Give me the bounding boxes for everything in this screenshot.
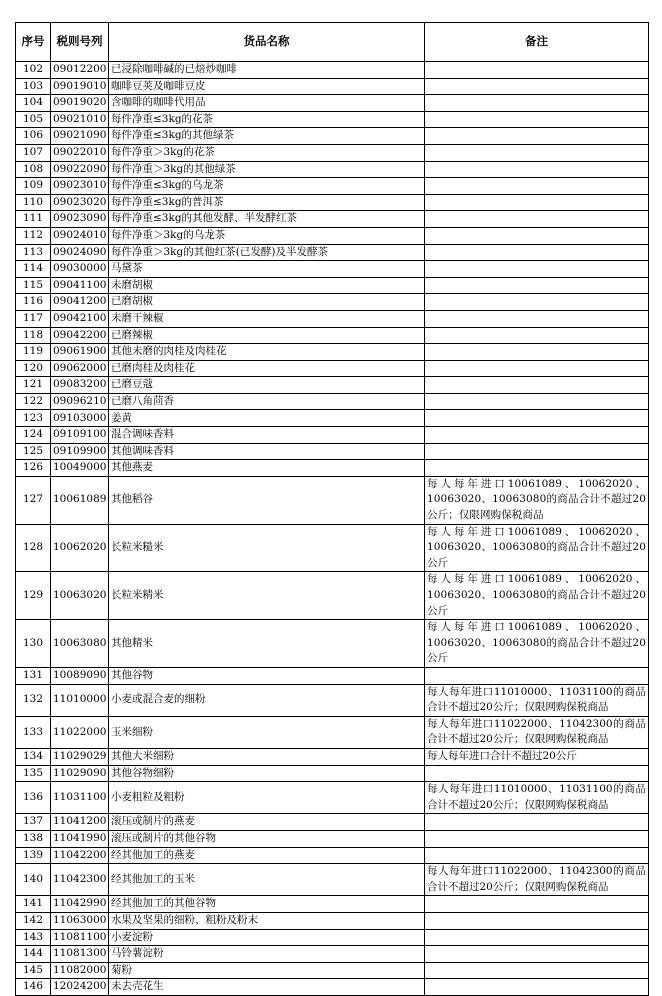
table-row: [16, 244, 649, 261]
goods-name-cell: 小麦或混合麦的细粉: [109, 684, 425, 716]
table-row: [16, 962, 649, 979]
seq-cell: 110: [16, 194, 51, 211]
goods-name-cell: 已浸除咖啡碱的已焙炒咖啡: [109, 62, 425, 79]
tariff-code-cell: 11042200: [51, 847, 109, 864]
table-row: [16, 344, 649, 361]
goods-name-cell: 滚压或制片的燕麦: [109, 814, 425, 831]
table-row: [16, 620, 649, 668]
remarks-cell: [425, 962, 649, 979]
tariff-code-cell: 11010000: [51, 684, 109, 716]
table-row: [16, 929, 649, 946]
table-row: [16, 814, 649, 831]
remarks-cell: 每人每年进口11022000、11042300的商品合计不超过20公斤；仅限网购保税商品: [425, 716, 649, 748]
goods-name-cell: 每件净重≤3kg的乌龙茶: [109, 178, 425, 195]
remarks-cell: [425, 194, 649, 211]
remarks-cell: 每人每年进口11010000、11031100的商品合计不超过20公斤；仅限网购保税商品: [425, 782, 649, 814]
goods-name-cell: 马黛茶: [109, 261, 425, 278]
tariff-code-cell: 11063000: [51, 912, 109, 929]
goods-name-cell: 未磨干辣椒: [109, 310, 425, 327]
remarks-cell: 每人每年进口10061089、10062020、10063020、10063080的商品合计不超过20公斤；仅限网购保税商品: [425, 476, 649, 524]
tariff-code-cell: 09021090: [51, 128, 109, 145]
tariff-code-cell: 09062000: [51, 360, 109, 377]
remarks-cell: [425, 460, 649, 477]
seq-cell: 107: [16, 144, 51, 161]
seq-cell: 128: [16, 524, 51, 572]
table-row: [16, 128, 649, 145]
table-row: [16, 178, 649, 195]
tariff-code-cell: 09024090: [51, 244, 109, 261]
tariff-code-cell: 11082000: [51, 962, 109, 979]
remarks-cell: [425, 211, 649, 228]
seq-cell: 143: [16, 929, 51, 946]
tariff-code-cell: 10089090: [51, 668, 109, 685]
tariff-code-cell: 09103000: [51, 410, 109, 427]
tariff-code-cell: 11081300: [51, 946, 109, 963]
remarks-cell: [425, 128, 649, 145]
remarks-cell: [425, 327, 649, 344]
goods-name-cell: 其他燕麦: [109, 460, 425, 477]
seq-cell: 130: [16, 620, 51, 668]
seq-cell: 114: [16, 261, 51, 278]
goods-name-cell: 其他调味香料: [109, 443, 425, 460]
remarks-cell: [425, 896, 649, 913]
goods-name-cell: 每件净重≤3kg的花茶: [109, 111, 425, 128]
goods-name-cell: 每件净重＞3kg的花茶: [109, 144, 425, 161]
tariff-code-cell: 09022090: [51, 161, 109, 178]
remarks-cell: [425, 847, 649, 864]
goods-name-cell: 其他大米细粉: [109, 749, 425, 766]
goods-name-cell: 经其他加工的玉米: [109, 864, 425, 896]
remarks-cell: [425, 427, 649, 444]
table-row: [16, 749, 649, 766]
seq-cell: 103: [16, 78, 51, 95]
tariff-code-cell: 11042300: [51, 864, 109, 896]
goods-name-cell: 每件净重＞3kg的其他红茶(已发酵)及半发酵茶: [109, 244, 425, 261]
table-row: [16, 476, 649, 524]
table-row: [16, 327, 649, 344]
remarks-cell: [425, 161, 649, 178]
remarks-cell: 每人每年进口10061089、10062020、10063020、10063080的商品合计不超过20公斤: [425, 572, 649, 620]
table-row: [16, 111, 649, 128]
goods-name-cell: 其他谷物细粉: [109, 765, 425, 782]
seq-cell: 129: [16, 572, 51, 620]
goods-name-cell: 已磨胡椒: [109, 294, 425, 311]
remarks-cell: [425, 178, 649, 195]
goods-table: [15, 22, 649, 996]
tariff-code-cell: 09042100: [51, 310, 109, 327]
seq-cell: 104: [16, 95, 51, 112]
remarks-cell: 每人每年进口11010000、11031100的商品合计不超过20公斤；仅限网购保税商品: [425, 684, 649, 716]
table-row: [16, 410, 649, 427]
goods-name-cell: 小麦粗粒及粗粉: [109, 782, 425, 814]
tariff-code-cell: 10062020: [51, 524, 109, 572]
seq-cell: 126: [16, 460, 51, 477]
table-row: [16, 78, 649, 95]
tariff-code-cell: 09061900: [51, 344, 109, 361]
goods-name-cell: 每件净重＞3kg的乌龙茶: [109, 227, 425, 244]
tariff-code-cell: 09096210: [51, 393, 109, 410]
goods-name-cell: 其他未磨的肉桂及肉桂花: [109, 344, 425, 361]
seq-cell: 142: [16, 912, 51, 929]
goods-name-cell: 每件净重≤3kg的其他绿茶: [109, 128, 425, 145]
seq-cell: 136: [16, 782, 51, 814]
seq-cell: 135: [16, 765, 51, 782]
seq-cell: 145: [16, 962, 51, 979]
remarks-cell: 每人每年进口10061089、10062020、10063020、10063080的商品合计不超过20公斤: [425, 524, 649, 572]
tariff-code-cell: 11029090: [51, 765, 109, 782]
table-row: [16, 864, 649, 896]
remarks-cell: [425, 144, 649, 161]
tariff-code-cell: 10049000: [51, 460, 109, 477]
remarks-cell: [425, 111, 649, 128]
remarks-cell: [425, 227, 649, 244]
table-row: [16, 912, 649, 929]
tariff-code-cell: 11081100: [51, 929, 109, 946]
seq-cell: 118: [16, 327, 51, 344]
header-seq: 序号: [16, 23, 51, 62]
table-row: [16, 979, 649, 996]
goods-name-cell: 其他稻谷: [109, 476, 425, 524]
table-row: [16, 896, 649, 913]
tariff-code-cell: 11031100: [51, 782, 109, 814]
tariff-code-cell: 09030000: [51, 261, 109, 278]
goods-name-cell: 未去壳花生: [109, 979, 425, 996]
remarks-cell: [425, 393, 649, 410]
seq-cell: 137: [16, 814, 51, 831]
goods-name-cell: 其他精米: [109, 620, 425, 668]
goods-name-cell: 菊粉: [109, 962, 425, 979]
tariff-code-cell: 09041200: [51, 294, 109, 311]
seq-cell: 116: [16, 294, 51, 311]
table-row: [16, 294, 649, 311]
remarks-cell: [425, 979, 649, 996]
tariff-code-cell: 09023020: [51, 194, 109, 211]
goods-name-cell: 水果及坚果的细粉、粗粉及粉末: [109, 912, 425, 929]
tariff-code-cell: 09023010: [51, 178, 109, 195]
remarks-cell: [425, 765, 649, 782]
tariff-code-cell: 09024010: [51, 227, 109, 244]
remarks-cell: [425, 62, 649, 79]
remarks-cell: 每人每年进口11022000、11042300的商品合计不超过20公斤；仅限网购保税商品: [425, 864, 649, 896]
remarks-cell: [425, 344, 649, 361]
remarks-cell: [425, 443, 649, 460]
seq-cell: 109: [16, 178, 51, 195]
table-row: [16, 782, 649, 814]
remarks-cell: 每人每年进口合计不超过20公斤: [425, 749, 649, 766]
tariff-code-cell: 09109900: [51, 443, 109, 460]
seq-cell: 121: [16, 377, 51, 394]
table-row: [16, 211, 649, 228]
tariff-code-cell: 09083200: [51, 377, 109, 394]
table-row: [16, 310, 649, 327]
goods-name-cell: 已磨肉桂及肉桂花: [109, 360, 425, 377]
table-row: [16, 443, 649, 460]
remarks-cell: [425, 310, 649, 327]
table-row: [16, 227, 649, 244]
goods-name-cell: 滚压或制片的其他谷物: [109, 830, 425, 847]
goods-name-cell: 已磨八角茴香: [109, 393, 425, 410]
goods-name-cell: 已磨豆蔻: [109, 377, 425, 394]
remarks-cell: [425, 377, 649, 394]
seq-cell: 132: [16, 684, 51, 716]
goods-name-cell: 小麦淀粉: [109, 929, 425, 946]
seq-cell: 140: [16, 864, 51, 896]
remarks-cell: [425, 830, 649, 847]
seq-cell: 115: [16, 277, 51, 294]
goods-name-cell: 每件净重＞3kg的其他绿茶: [109, 161, 425, 178]
seq-cell: 127: [16, 476, 51, 524]
seq-cell: 123: [16, 410, 51, 427]
goods-name-cell: 已磨辣椒: [109, 327, 425, 344]
goods-name-cell: 长粒米精米: [109, 572, 425, 620]
table-row: [16, 194, 649, 211]
table-row: [16, 460, 649, 477]
seq-cell: 106: [16, 128, 51, 145]
table-row: [16, 95, 649, 112]
tariff-code-cell: 09021010: [51, 111, 109, 128]
tariff-code-cell: 10063020: [51, 572, 109, 620]
tariff-code-cell: 10063080: [51, 620, 109, 668]
goods-name-cell: 经其他加工的其他谷物: [109, 896, 425, 913]
goods-name-cell: 马铃薯淀粉: [109, 946, 425, 963]
tariff-code-cell: 10061089: [51, 476, 109, 524]
seq-cell: 133: [16, 716, 51, 748]
seq-cell: 112: [16, 227, 51, 244]
table-row: [16, 946, 649, 963]
table-row: [16, 684, 649, 716]
seq-cell: 120: [16, 360, 51, 377]
remarks-cell: [425, 277, 649, 294]
table-row: [16, 144, 649, 161]
tariff-code-cell: 12024200: [51, 979, 109, 996]
remarks-cell: [425, 95, 649, 112]
table-row: [16, 62, 649, 79]
table-row: [16, 393, 649, 410]
remarks-cell: [425, 78, 649, 95]
table-row: [16, 668, 649, 685]
seq-cell: 117: [16, 310, 51, 327]
remarks-cell: [425, 668, 649, 685]
goods-name-cell: 混合调味香料: [109, 427, 425, 444]
seq-cell: 144: [16, 946, 51, 963]
table-row: [16, 830, 649, 847]
table-row: [16, 847, 649, 864]
remarks-cell: [425, 294, 649, 311]
remarks-cell: [425, 929, 649, 946]
header-row: [16, 23, 649, 62]
goods-name-cell: 每件净重≤3kg的普洱茶: [109, 194, 425, 211]
header-tariff-code: 税则号列: [51, 23, 109, 62]
header-goods-name: 货品名称: [109, 23, 425, 62]
seq-cell: 139: [16, 847, 51, 864]
seq-cell: 141: [16, 896, 51, 913]
goods-name-cell: 咖啡豆荚及咖啡豆皮: [109, 78, 425, 95]
remarks-cell: [425, 244, 649, 261]
remarks-cell: [425, 946, 649, 963]
table-body: [16, 62, 649, 996]
tariff-code-cell: 09041100: [51, 277, 109, 294]
goods-name-cell: 未磨胡椒: [109, 277, 425, 294]
header-remarks: 备注: [425, 23, 649, 62]
goods-name-cell: 每件净重≤3kg的其他发酵、半发酵红茶: [109, 211, 425, 228]
tariff-code-cell: 09012200: [51, 62, 109, 79]
remarks-cell: [425, 410, 649, 427]
seq-cell: 102: [16, 62, 51, 79]
tariff-code-cell: 09019010: [51, 78, 109, 95]
tariff-code-cell: 11042990: [51, 896, 109, 913]
table-row: [16, 427, 649, 444]
goods-name-cell: 含咖啡的咖啡代用品: [109, 95, 425, 112]
seq-cell: 111: [16, 211, 51, 228]
tariff-code-cell: 09023090: [51, 211, 109, 228]
seq-cell: 138: [16, 830, 51, 847]
tariff-code-cell: 11029029: [51, 749, 109, 766]
goods-name-cell: 经其他加工的燕麦: [109, 847, 425, 864]
goods-name-cell: 长粒米糙米: [109, 524, 425, 572]
tariff-code-cell: 09109100: [51, 427, 109, 444]
table-row: [16, 161, 649, 178]
table-row: [16, 716, 649, 748]
remarks-cell: [425, 261, 649, 278]
seq-cell: 105: [16, 111, 51, 128]
tariff-code-cell: 11041990: [51, 830, 109, 847]
table-row: [16, 572, 649, 620]
remarks-cell: [425, 912, 649, 929]
remarks-cell: 每人每年进口10061089、10062020、10063020、10063080的商品合计不超过20公斤: [425, 620, 649, 668]
table-row: [16, 765, 649, 782]
goods-name-cell: 其他谷物: [109, 668, 425, 685]
seq-cell: 131: [16, 668, 51, 685]
seq-cell: 134: [16, 749, 51, 766]
seq-cell: 146: [16, 979, 51, 996]
tariff-code-cell: 11041200: [51, 814, 109, 831]
table-row: [16, 261, 649, 278]
remarks-cell: [425, 814, 649, 831]
tariff-code-cell: 11022000: [51, 716, 109, 748]
seq-cell: 108: [16, 161, 51, 178]
table-row: [16, 360, 649, 377]
seq-cell: 113: [16, 244, 51, 261]
seq-cell: 124: [16, 427, 51, 444]
table-row: [16, 524, 649, 572]
seq-cell: 122: [16, 393, 51, 410]
tariff-code-cell: 09022010: [51, 144, 109, 161]
goods-name-cell: 姜黄: [109, 410, 425, 427]
goods-name-cell: 玉米细粉: [109, 716, 425, 748]
remarks-cell: [425, 360, 649, 377]
seq-cell: 125: [16, 443, 51, 460]
table-row: [16, 377, 649, 394]
tariff-code-cell: 09019020: [51, 95, 109, 112]
tariff-code-cell: 09042200: [51, 327, 109, 344]
seq-cell: 119: [16, 344, 51, 361]
table-row: [16, 277, 649, 294]
